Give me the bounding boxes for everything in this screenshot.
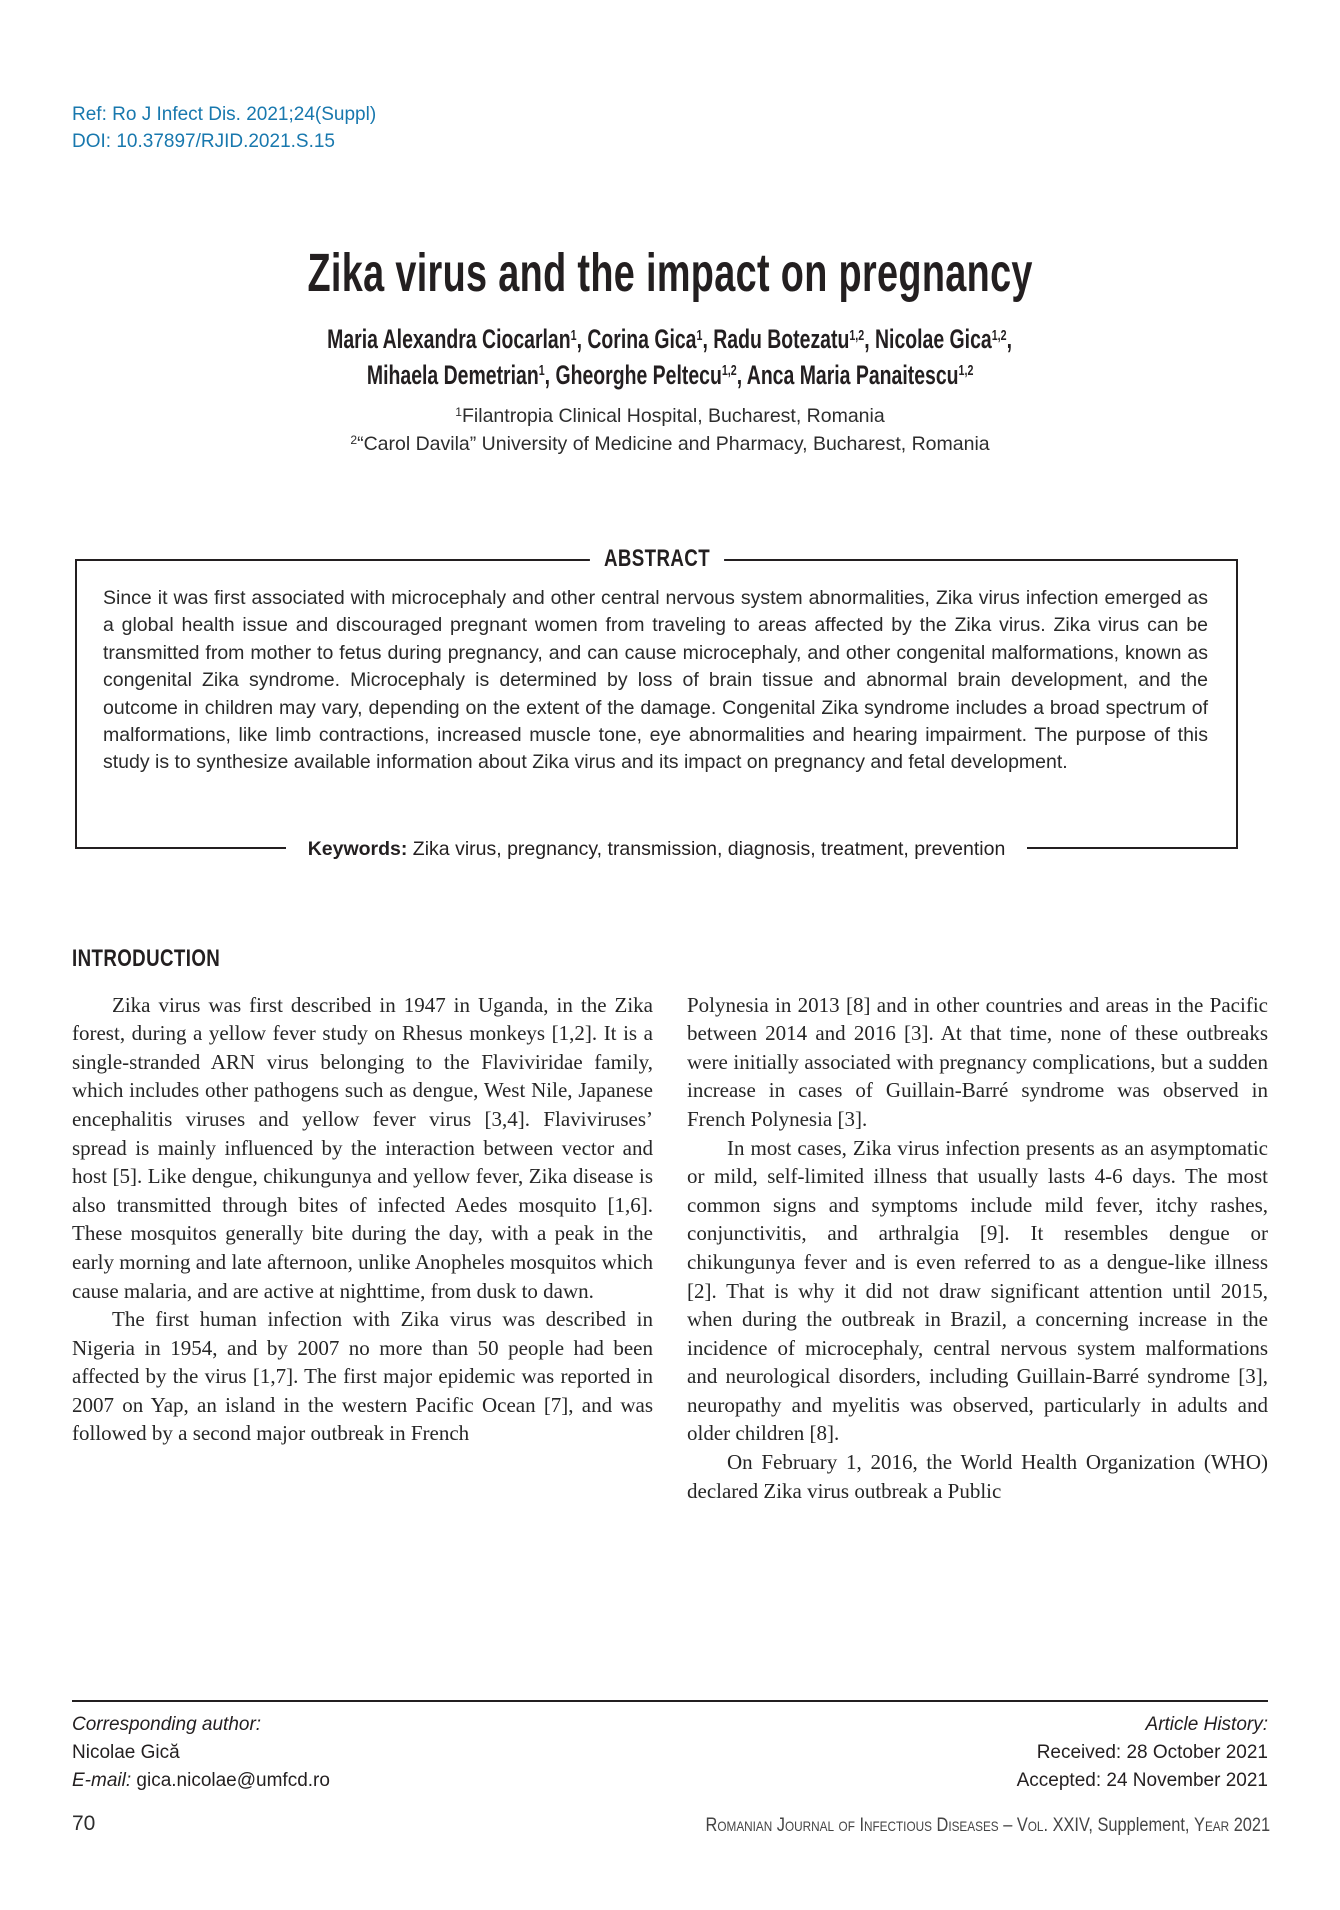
abstract-text: Since it was first associated with microcephaly and other central nervous system abnormalities, Zika virus infection emerged as a global health issue and discouraged pregnant women from traveling to areas affected by the Zika virus. Zika virus can be transmitted from mother to fetus during pregnancy, and can cause microcephaly, and other congenital malformations, known as congenital Zika syndrome. Microcephaly is determined by loss of brain tissue and abnormal brain development, and the outcome in children may vary, depending on the extent of the damage. Congenital Zika syndrome includes a broad spectrum of malformations, like limb contractions, increased muscle tone, eye abnormalities and hearing impairment. The purpose of this study is to synthesize available information about Zika virus and its impact on pregnancy and fetal development. — [103, 586, 1208, 774]
footer-divider — [72, 1700, 1268, 1702]
section-heading-introduction: INTRODUCTION — [72, 944, 221, 972]
authors-line-2: Mihaela Demetrian$^1$, Gheorghe Peltecu$^{1,2}$, Anca Maria Panaitescu$^{1,2}$ — [366, 359, 974, 390]
accepted-date: Accepted: 24 November 2021 — [1016, 1769, 1268, 1791]
keywords-row — [77, 838, 1236, 861]
article-history-label: Article History: — [1145, 1714, 1268, 1735]
paragraph: Polynesia in 2013 [8] and in other countries and areas in the Pacific between 2014 and 2016 [3]. At that time, none of these outbreaks were initially associated with pregnancy complications, but a sudden increase in cases of Guillain-Barré syndrome was observed in French Polynesia [3]. — [687, 992, 1268, 1131]
abstract-heading: ABSTRACT — [589, 545, 723, 573]
paragraph: The first human infection with Zika virus was described in Nigeria in 1954, and by 2007 no more than 50 people had been affected by the virus [1,7]. The first major epidemic was reported in 2007 on Yap, an island in the western Pacific Ocean [7], and was followed by a second major outbreak in French — [72, 1307, 653, 1446]
abstract-label-row — [77, 545, 1236, 573]
article-history-block — [1017, 1711, 1268, 1795]
authors-block — [72, 322, 1268, 393]
keywords-line: Keywords: Zika virus, pregnancy, transmission, diagnosis, treatment, prevention — [286, 838, 1028, 861]
two-column-body — [72, 991, 1268, 1506]
journal-footer — [598, 1814, 1270, 1837]
title-row — [72, 242, 1268, 304]
paragraph: Zika virus was first described in 1947 in Uganda, in the Zika forest, during a yellow fever study on Rhesus monkeys [1,2]. It is a single-stranded ARN virus belonging to the Flaviviridae family, which includes other pathogens such as dengue, West Nile, Japanese encephalitis viruses and yellow fever virus [3,4]. Flaviviruses’ spread is mainly influenced by the interaction between vector and host [5]. Like dengue, chikungunya and yellow fever, Zika disease is also transmitted through bites of infected Aedes mosquito [1,6]. These mosquitos generally bite during the day, with a peak in the early morning and late afternoon, unlike Anopheles mosquitos which cause malaria, and are active at nighttime, from dusk to dawn. — [72, 992, 653, 1303]
page-number: 70 — [72, 1812, 96, 1835]
paragraph: In most cases, Zika virus infection presents as an asymptomatic or mild, self-limited illness that usually lasts 4-6 days. The most common signs and symptoms include mild fever, itchy rashes, conjunctivitis, and arthralgia [9]. It resembles dengue or chikungunya fever and is even referred to as a dengue-like illness [2]. That is why it did not draw significant attention until 2015, when during the outbreak in Brazil, a concerning increase in the incidence of microcephaly, central nervous system malformations and neurological disorders, including Guillain-Barré syndrome [3], neuropathy and myelitis was observed, particularly in adults and older children [8]. — [687, 1135, 1268, 1446]
ref-link[interactable]: Ref: Ro J Infect Dis. 2021;24(Suppl) — [72, 104, 377, 125]
article-title: Zika virus and the impact on pregnancy — [307, 242, 1033, 303]
reference-block — [72, 0, 1268, 156]
abstract-box — [75, 544, 1238, 860]
paragraph: On February 1, 2016, the World Health Organization (WHO) declared Zika virus outbreak a Public — [687, 1450, 1268, 1503]
journal-footer-text: Romanian Journal of Infectious Diseases – Vol. XXIV, Supplement, Year 2021 — [705, 1814, 1270, 1836]
page-content — [72, 0, 1268, 1505]
received-date: Received: 28 October 2021 — [1036, 1741, 1268, 1763]
introduction-section — [72, 945, 1268, 1506]
column-right — [687, 991, 1268, 1506]
email-line: E-mail: gica.nicolae@umfcd.ro — [72, 1769, 330, 1791]
affiliations-block — [72, 403, 1268, 458]
corresponding-author-block — [72, 1711, 330, 1795]
affiliation-2: $^2$“Carol Davila” University of Medicine and Pharmacy, Bucharest, Romania — [350, 432, 990, 455]
corresponding-author-label: Corresponding author: — [72, 1714, 262, 1735]
affiliation-1: $^1$Filantropia Clinical Hospital, Bucharest, Romania — [455, 405, 885, 428]
authors-line-1: Maria Alexandra Ciocarlan$^1$, Corina Gica$^1$, Radu Botezatu$^{1,2}$, Nicolae Gica$^{1,2}$, — [327, 323, 1013, 354]
corresponding-author-name: Nicolae Gică — [72, 1741, 180, 1763]
column-left — [72, 991, 653, 1506]
doi-link[interactable]: DOI: 10.37897/RJID.2021.S.15 — [72, 130, 335, 152]
